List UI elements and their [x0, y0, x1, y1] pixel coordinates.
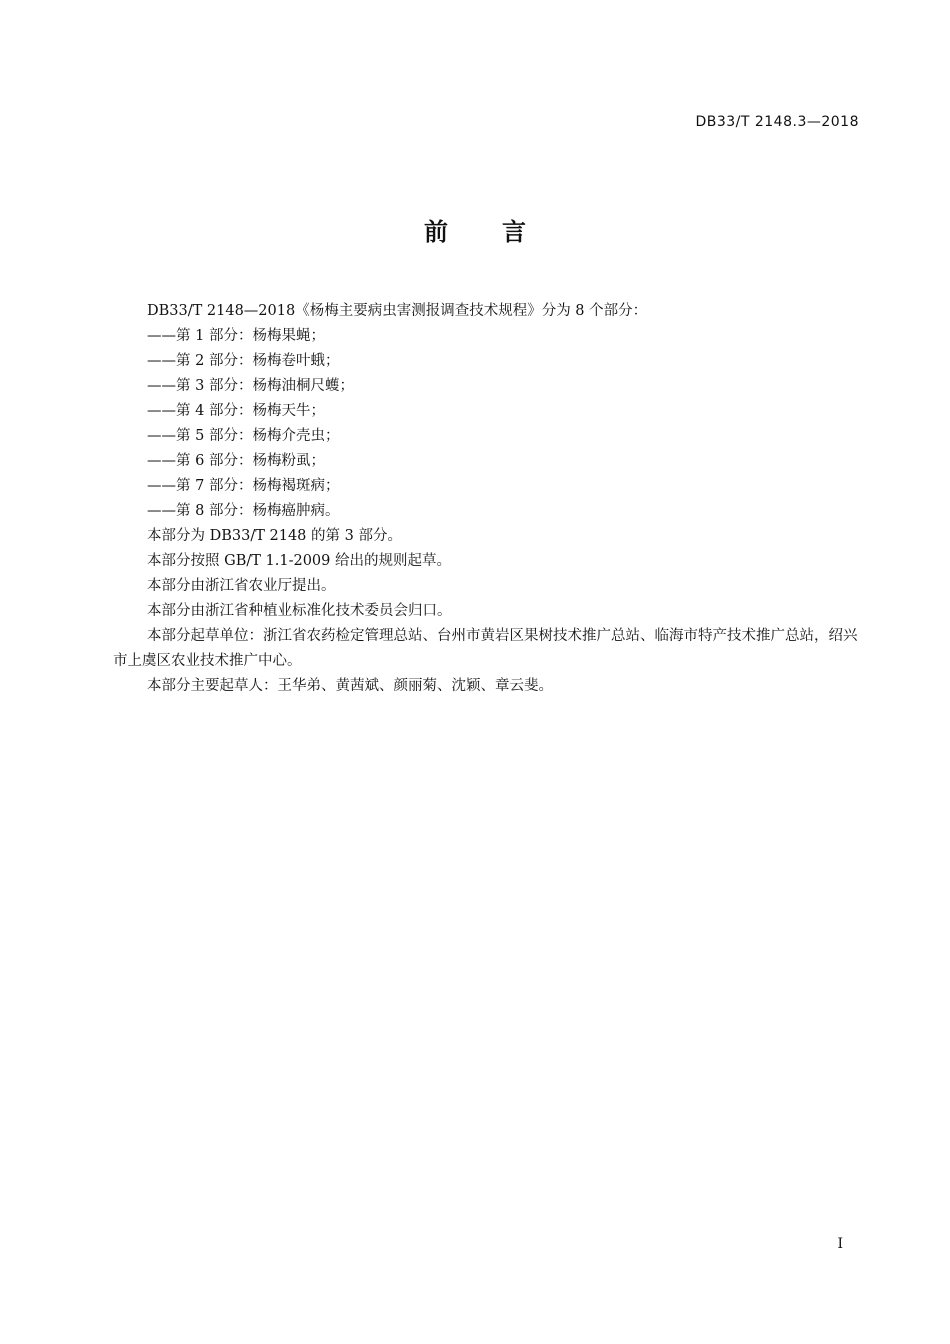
list-item-part-4: ——第 4 部分：杨梅天牛； [147, 403, 325, 419]
title-char-1: 前 [424, 218, 448, 246]
list-item-part-3: ——第 3 部分：杨梅油桐尺蠖； [147, 378, 354, 394]
list-item-part-7: ——第 7 部分：杨梅褐斑病； [147, 478, 340, 494]
paragraph-drafting-rules: 本部分按照 GB/T 1.1-2009 给出的规则起草。 [147, 553, 451, 569]
list-item-part-2: ——第 2 部分：杨梅卷叶蛾； [147, 353, 340, 369]
paragraph-drafters: 本部分主要起草人：王华弟、黄茜斌、颜丽菊、沈颖、章云斐。 [147, 678, 553, 694]
paragraph-proposer: 本部分由浙江省农业厅提出。 [147, 578, 336, 594]
paragraph-part-statement: 本部分为 DB33/T 2148 的第 3 部分。 [147, 528, 402, 544]
list-item-part-5: ——第 5 部分：杨梅介壳虫； [147, 428, 340, 444]
title-char-2: 言 [502, 218, 526, 246]
list-item-part-8: ——第 8 部分：杨梅癌肿病。 [147, 503, 340, 519]
list-item-part-6: ——第 6 部分：杨梅粉虱； [147, 453, 325, 469]
paragraph-drafting-units: 本部分起草单位：浙江省农药检定管理总站、台州市黄岩区果树技术推广总站、临海市特产技术推广总站，绍兴市上虞区农业技术推广中心。 [113, 628, 858, 669]
paragraph-committee: 本部分由浙江省种植业标准化技术委员会归口。 [147, 603, 452, 619]
page-title [0, 212, 950, 247]
document-code: DB33/T 2148.3—2018 [695, 114, 859, 130]
page-number: I [837, 1236, 843, 1252]
foreword-body [113, 299, 861, 699]
paragraph-intro: DB33/T 2148—2018《杨梅主要病虫害测报调查技术规程》分为 8 个部分： [147, 303, 648, 319]
list-item-part-1: ——第 1 部分：杨梅果蝇； [147, 328, 325, 344]
